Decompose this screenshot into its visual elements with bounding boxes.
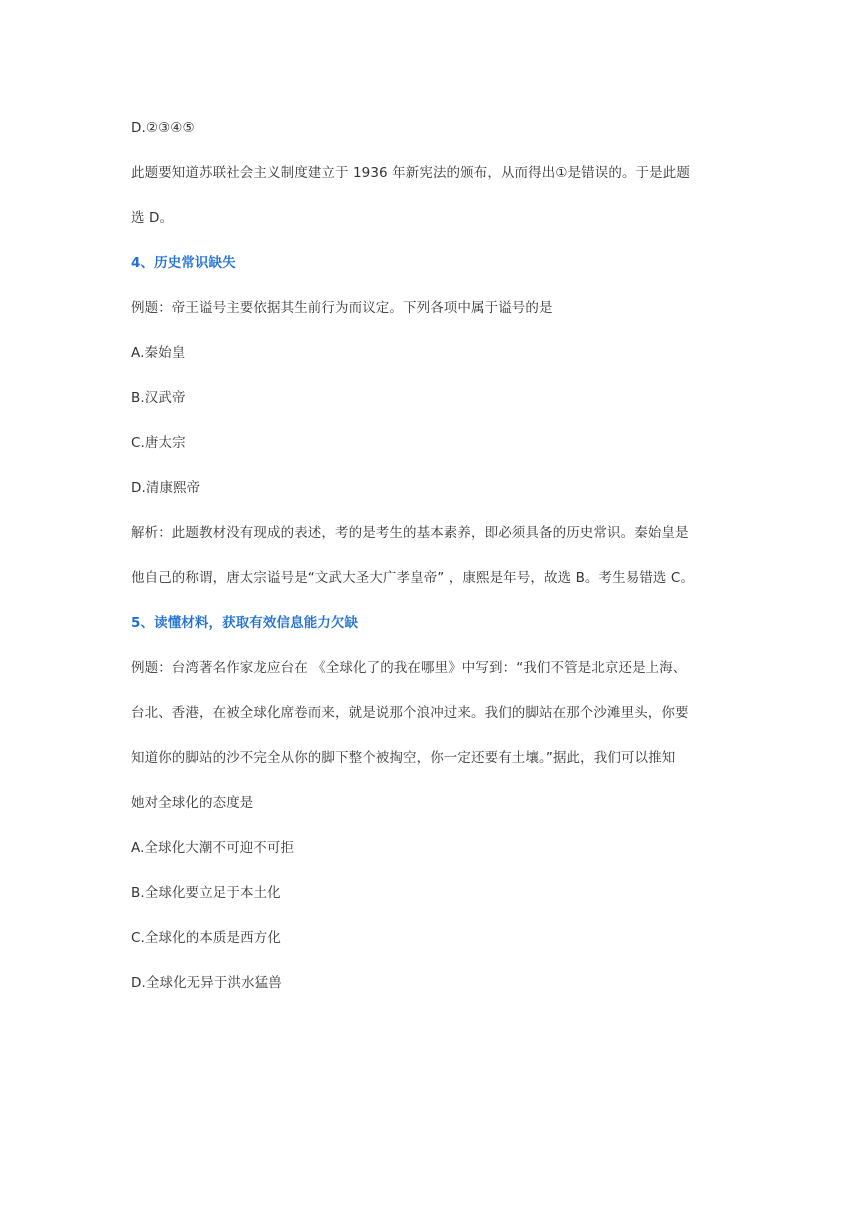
explanation-line-1: 此题要知道苏联社会主义制度建立于 1936 年新宪法的颁布，从而得出①是错误的。于是此题 bbox=[131, 165, 690, 181]
example-question-5-line-4: 她对全球化的态度是 bbox=[131, 795, 254, 811]
option-d-previous-question: D.②③④⑤ bbox=[131, 120, 195, 136]
analysis-line-1: 解析：此题教材没有现成的表述，考的是考生的基本素养，即必须具备的历史常识。秦始皇是 bbox=[131, 525, 689, 541]
option-b: B.汉武帝 bbox=[131, 390, 186, 406]
example-question-5-line-2: 台北、香港，在被全球化席卷而来，就是说那个浪冲过来。我们的脚站在那个沙滩里头，你要 bbox=[131, 705, 689, 721]
section-heading-5: 5、读懂材料，获取有效信息能力欠缺 bbox=[131, 615, 359, 631]
option-c: C.全球化的本质是西方化 bbox=[131, 930, 281, 946]
option-a: A.全球化大潮不可迎不可拒 bbox=[131, 840, 295, 856]
section-heading-4: 4、历史常识缺失 bbox=[131, 255, 236, 271]
explanation-line-2: 选 D。 bbox=[131, 210, 174, 226]
option-d: D.全球化无异于洪水猛兽 bbox=[131, 975, 282, 991]
option-b: B.全球化要立足于本土化 bbox=[131, 885, 281, 901]
option-c: C.唐太宗 bbox=[131, 435, 186, 451]
analysis-line-2: 他自己的称谓，唐太宗谥号是“文武大圣大广孝皇帝” ，康熙是年号，故选 B。考生易错选 C。 bbox=[131, 570, 695, 586]
example-question-4: 例题：帝王谥号主要依据其生前行为而议定。下列各项中属于谥号的是 bbox=[131, 300, 553, 316]
option-a: A.秦始皇 bbox=[131, 345, 186, 361]
option-d: D.清康熙帝 bbox=[131, 480, 201, 496]
example-question-5-line-3: 知道你的脚站的沙不完全从你的脚下整个被掏空，你一定还要有土壤。”据此，我们可以推知 bbox=[131, 750, 676, 766]
example-question-5-line-1: 例题：台湾著名作家龙应台在 《全球化了的我在哪里》中写到：“我们不管是北京还是上海、 bbox=[131, 660, 687, 676]
